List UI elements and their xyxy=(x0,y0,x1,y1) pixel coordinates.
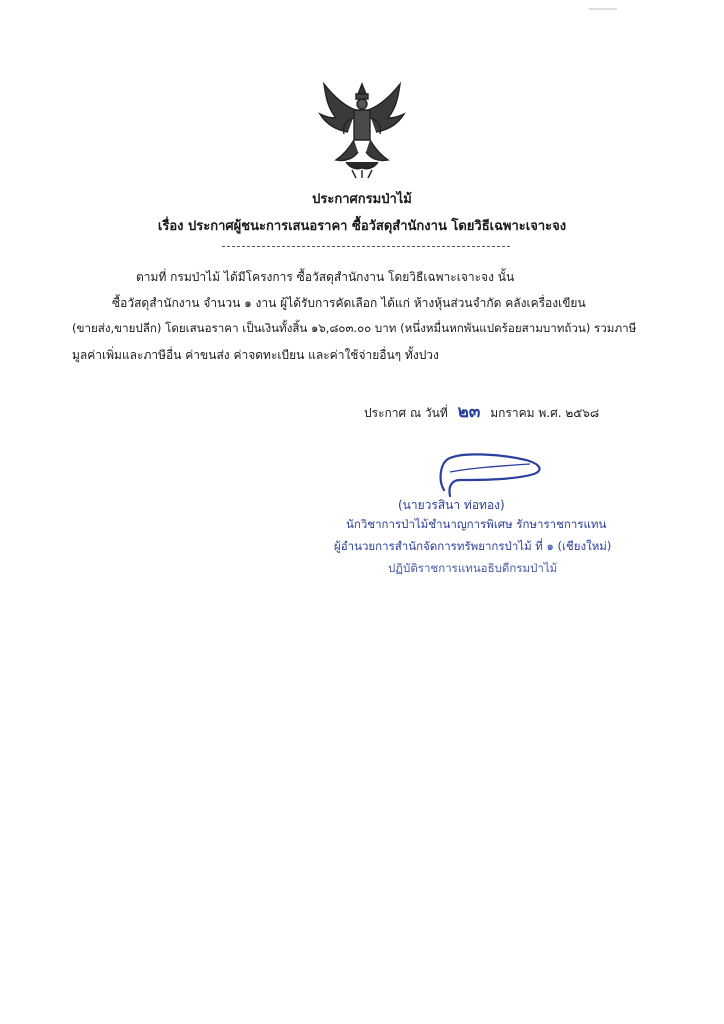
signer-position-2: ผู้อำนวยการสำนักจัดการทรัพยากรป่าไม้ ที่ ๑ (เชียงใหม่) xyxy=(334,539,612,553)
announce-date xyxy=(364,398,599,425)
handwritten-signature xyxy=(430,450,550,500)
signer-name: (นายวรสินา ท่อทอง) xyxy=(398,498,505,512)
garuda-emblem-icon xyxy=(316,80,408,180)
announce-prefix: ประกาศ ณ วันที่ xyxy=(364,406,448,420)
scan-artifact-mark xyxy=(588,6,618,12)
signer-position-1: นักวิชาการป่าไม้ชำนาญการพิเศษ รักษาราชการแทน xyxy=(346,517,607,531)
document-subject: เรื่อง ประกาศผู้ชนะการเสนอราคา ซื้อวัสดุสำนักงาน โดยวิธีเฉพาะเจาะจง xyxy=(157,219,567,234)
divider-rule xyxy=(222,246,510,247)
body-line-4: มูลค่าเพิ่มและภาษีอื่น ค่าขนส่ง ค่าจดทะเบียน และค่าใช้จ่ายอื่นๆ ทั้งปวง xyxy=(72,348,439,362)
announce-suffix: มกราคม พ.ศ. ๒๕๖๘ xyxy=(490,406,600,420)
body-line-2: ซื้อวัสดุสำนักงาน จำนวน ๑ งาน ผู้ได้รับการคัดเลือก ได้แก่ ห้างหุ้นส่วนจำกัด คลังเครื่องเขียน xyxy=(112,296,586,310)
body-line-3: (ขายส่ง,ขายปลีก) โดยเสนอราคา เป็นเงินทั้งสิ้น ๑๖,๘๐๓.๐๐ บาท (หนึ่งหมื่นหกพันแปดร้อยสามบาทถ้วน) รวมภาษี xyxy=(72,321,637,335)
announce-day: ๒๓ xyxy=(457,402,481,422)
document-header: ประกาศกรมป่าไม้ xyxy=(312,192,412,207)
signer-position-3: ปฏิบัติราชการแทนอธิบดีกรมป่าไม้ xyxy=(388,561,558,575)
body-line-1: ตามที่ กรมป่าไม้ ได้มีโครงการ ซื้อวัสดุสำนักงาน โดยวิธีเฉพาะเจาะจง นั้น xyxy=(136,270,515,284)
